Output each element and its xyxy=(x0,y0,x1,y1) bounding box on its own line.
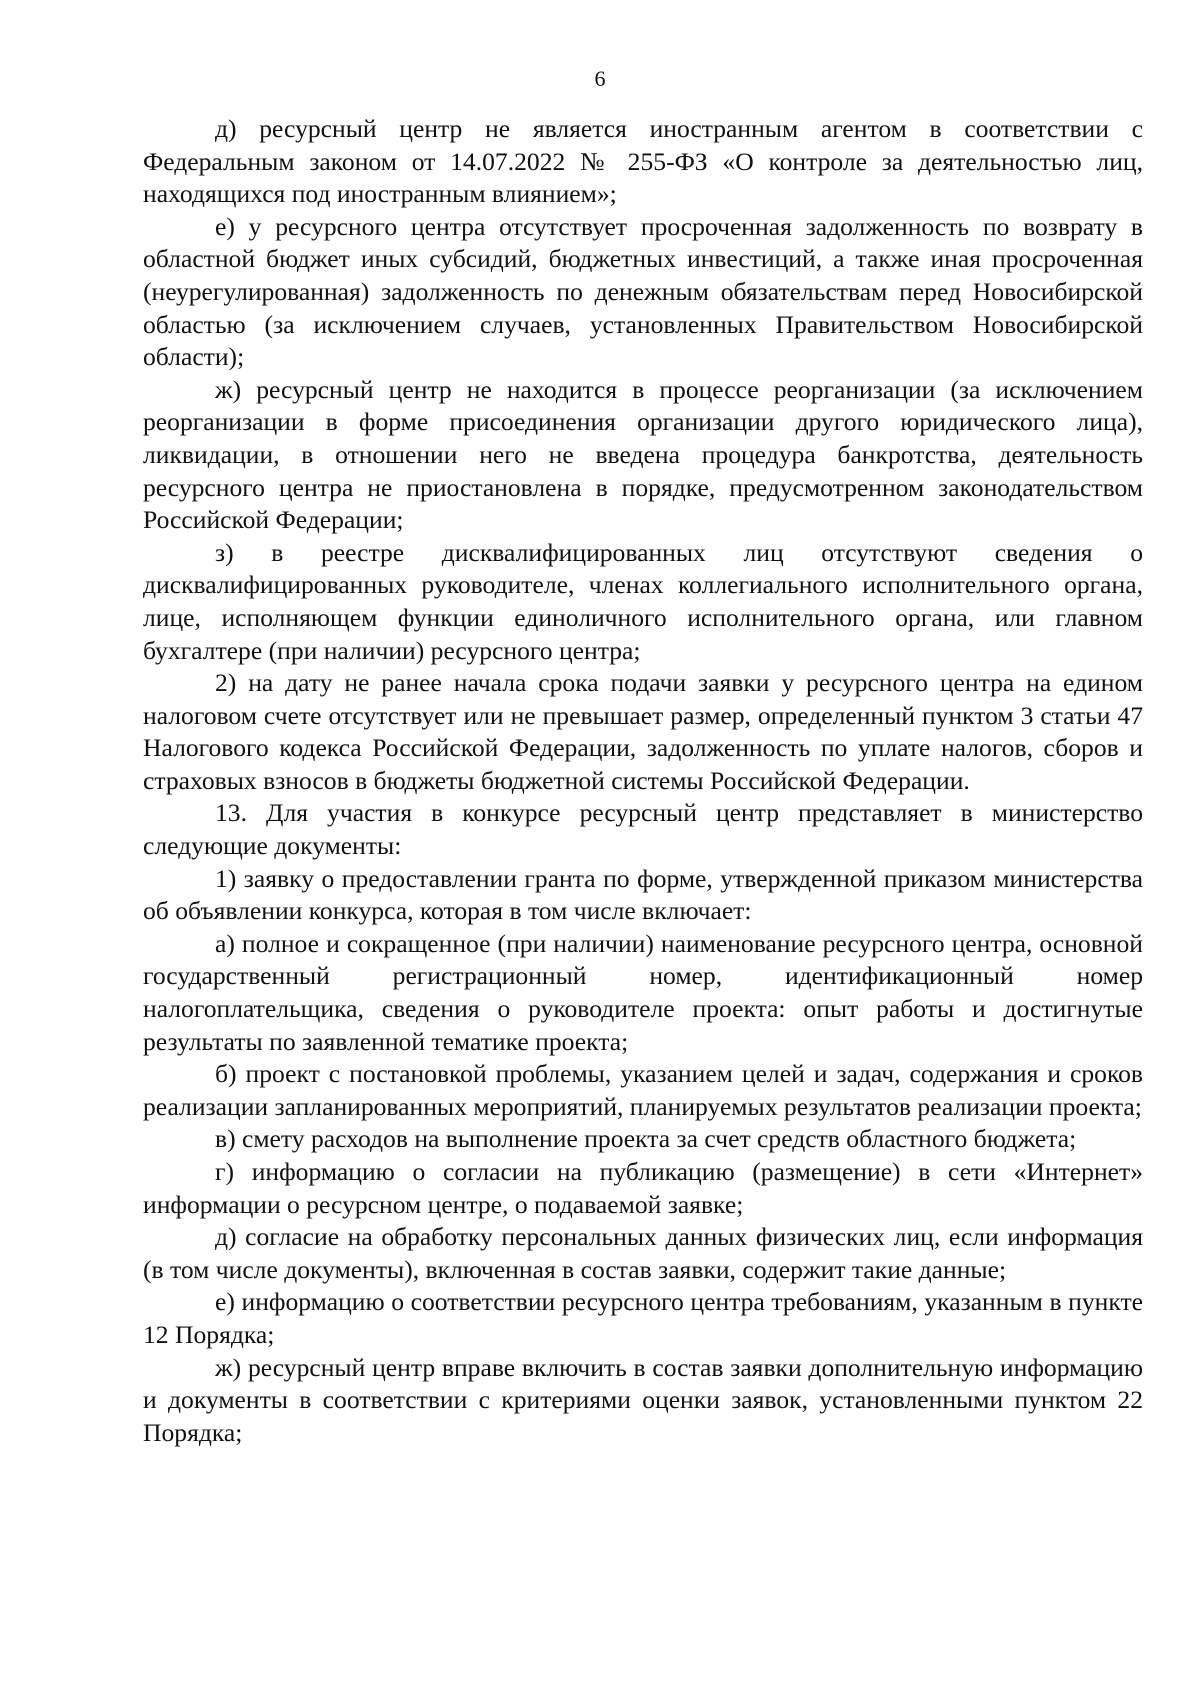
paragraph-1-application: 1) заявку о предоставлении гранта по форме, утвержденной приказом министерства об объявлении конкурса, которая в том числе включает: xyxy=(143,863,1143,926)
paragraph-b-project: б) проект с постановкой проблемы, указанием целей и задач, содержания и сроков реализации запланированных мероприятий, планируемых результатов реализации проекта; xyxy=(143,1059,1143,1121)
page-number: 6 xyxy=(594,66,606,91)
paragraph-zh-additional-info: ж) ресурсный центр вправе включить в состав заявки дополнительную информацию и документы в соответствии с критериями оценки заявок, установленными пунктом 22 Порядка; xyxy=(143,1352,1143,1447)
paragraph-d-personal-data: д) согласие на обработку персональных данных физических лиц, если информация (в том числе документы), включенная в состав заявки, содержит такие данные; xyxy=(143,1222,1143,1284)
paragraph-13-documents: 13. Для участия в конкурсе ресурсный центр представляет в министерство следующие документы: xyxy=(143,798,1143,861)
paragraph-d-foreign-agent: д) ресурсный центр не является иностранным агентом в соответствии с Федеральным законом от 14.07.2022 № 255-ФЗ «О контроле за деятельностью лиц, находящихся под иностранным влиянием»; xyxy=(143,114,1143,209)
paragraph-v-budget: в) смету расходов на выполнение проекта за счет средств областного бюджета; xyxy=(215,1124,1077,1154)
paragraph-z-disqualified-registry: з) в реестре дисквалифицированных лиц отсутствуют сведения о дисквалифицированных руководителе, членах коллегиального исполнительного органа, лице, исполняющем функции единоличного исполнительного органа, или главном бухгалтере (при наличии) ресурсного центра; xyxy=(143,537,1143,665)
paragraph-e-requirements: е) информацию о соответствии ресурсного центра требованиям, указанным в пункте 12 Порядка; xyxy=(143,1287,1143,1349)
paragraph-zh-reorganization: ж) ресурсный центр не находится в процессе реорганизации (за исключением реорганизации в форме присоединения организации другого юридического лица), ликвидации, в отношении него не введена процедура банкротства, деятельность ресурсного центра не приостановлена в порядке, предусмотренном законодательством Российской Федерации; xyxy=(143,374,1143,535)
paragraph-g-publication-consent: г) информацию о согласии на публикацию (размещение) в сети «Интернет» информации о ресурсном центре, о подаваемой заявке; xyxy=(143,1157,1143,1219)
document-body xyxy=(143,113,1143,1449)
paragraph-2-tax-account: 2) на дату не ранее начала срока подачи заявки у ресурсного центра на едином налоговом счете отсутствует или не превышает размер, определенный пунктом 3 статьи 47 Налогового кодекса Российской Федерации, задолженность по уплате налогов, сборов и страховых взносов в бюджеты бюджетной системы Российской Федерации. xyxy=(143,668,1143,795)
paragraph-e-debt: е) у ресурсного центра отсутствует просроченная задолженность по возврату в областной бюджет иных субсидий, бюджетных инвестиций, а также иная просроченная (неурегулированная) задолженность по денежным обязательствам перед Новосибирской областью (за исключением случаев, установленных Правительством Новосибирской области); xyxy=(143,211,1143,372)
paragraph-a-name: а) полное и сокращенное (при наличии) наименование ресурсного центра, основной государственный регистрационный номер, идентификационный номер налогоплательщика, сведения о руководителе проекта: опыт работы и достигнутые результаты по заявленной тематике проекта; xyxy=(143,928,1143,1056)
